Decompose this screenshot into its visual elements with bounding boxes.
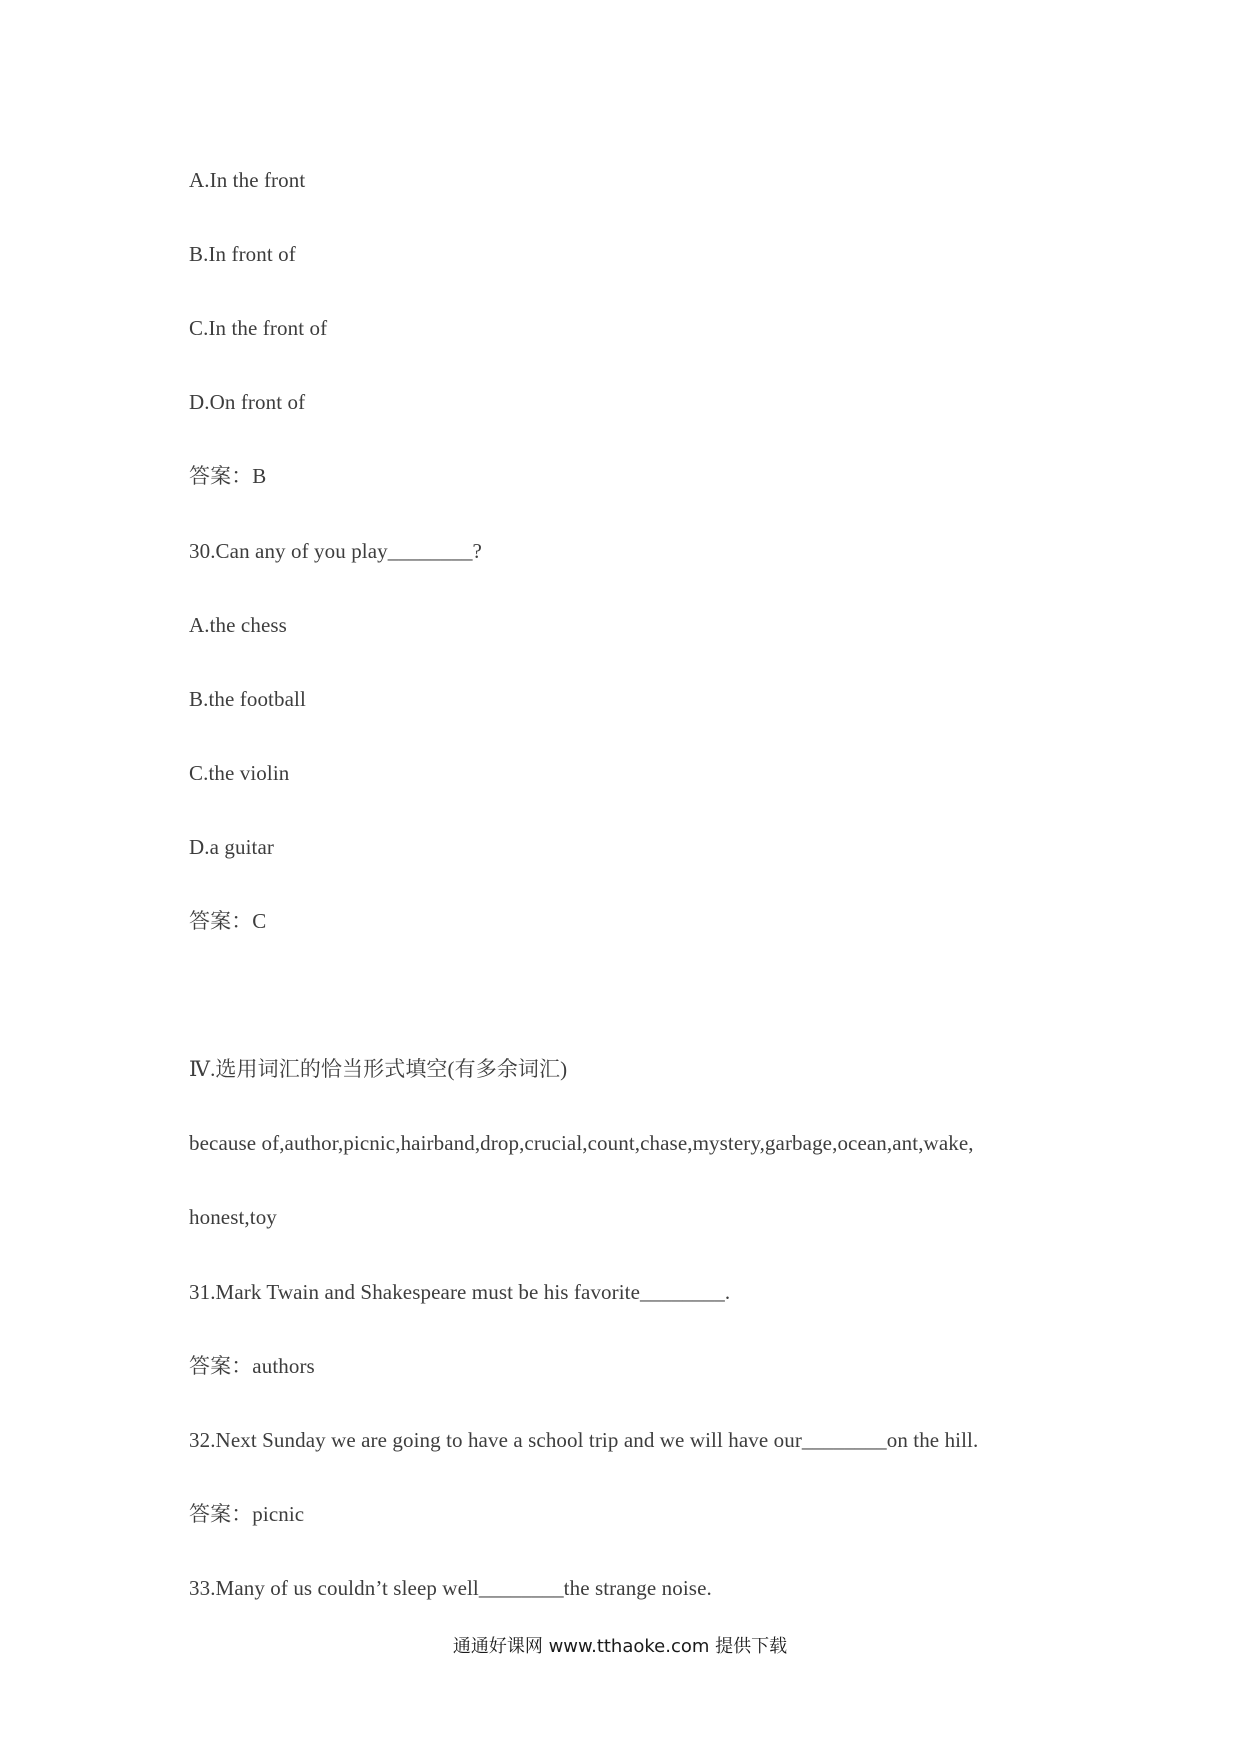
q31-question: 31.Mark Twain and Shakespeare must be his favorite________. bbox=[189, 1280, 731, 1304]
q33-question: 33.Many of us couldn’t sleep well________the strange noise. bbox=[189, 1576, 712, 1600]
q30-option-a: A.the chess bbox=[189, 613, 287, 637]
q30-option-c: C.the violin bbox=[189, 761, 290, 785]
q30-option-b: B.the football bbox=[189, 687, 306, 711]
q29-option-c: C.In the front of bbox=[189, 316, 328, 340]
q32-question: 32.Next Sunday we are going to have a school trip and we will have our________on the hill. bbox=[189, 1428, 979, 1452]
q30-answer: 答案：C bbox=[189, 909, 267, 933]
q30-option-d: D.a guitar bbox=[189, 835, 274, 859]
q29-option-b: B.In front of bbox=[189, 242, 296, 266]
q30-question: 30.Can any of you play________? bbox=[189, 539, 482, 563]
word-bank-line-1: because of,author,picnic,hairband,drop,crucial,count,chase,mystery,garbage,ocean,ant,wake, bbox=[189, 1131, 974, 1155]
q29-answer: 答案：B bbox=[189, 464, 267, 488]
section-heading: Ⅳ.选用词汇的恰当形式填空(有多余词汇) bbox=[189, 1057, 568, 1081]
q32-answer: 答案：picnic bbox=[189, 1502, 305, 1526]
q29-option-a: A.In the front bbox=[189, 168, 306, 192]
word-bank-line-2: honest,toy bbox=[189, 1205, 277, 1229]
q31-answer: 答案：authors bbox=[189, 1354, 315, 1378]
q29-option-d: D.On front of bbox=[189, 390, 306, 414]
page-footer: 通通好课网 www.tthaoke.com 提供下载 bbox=[452, 1636, 788, 1657]
